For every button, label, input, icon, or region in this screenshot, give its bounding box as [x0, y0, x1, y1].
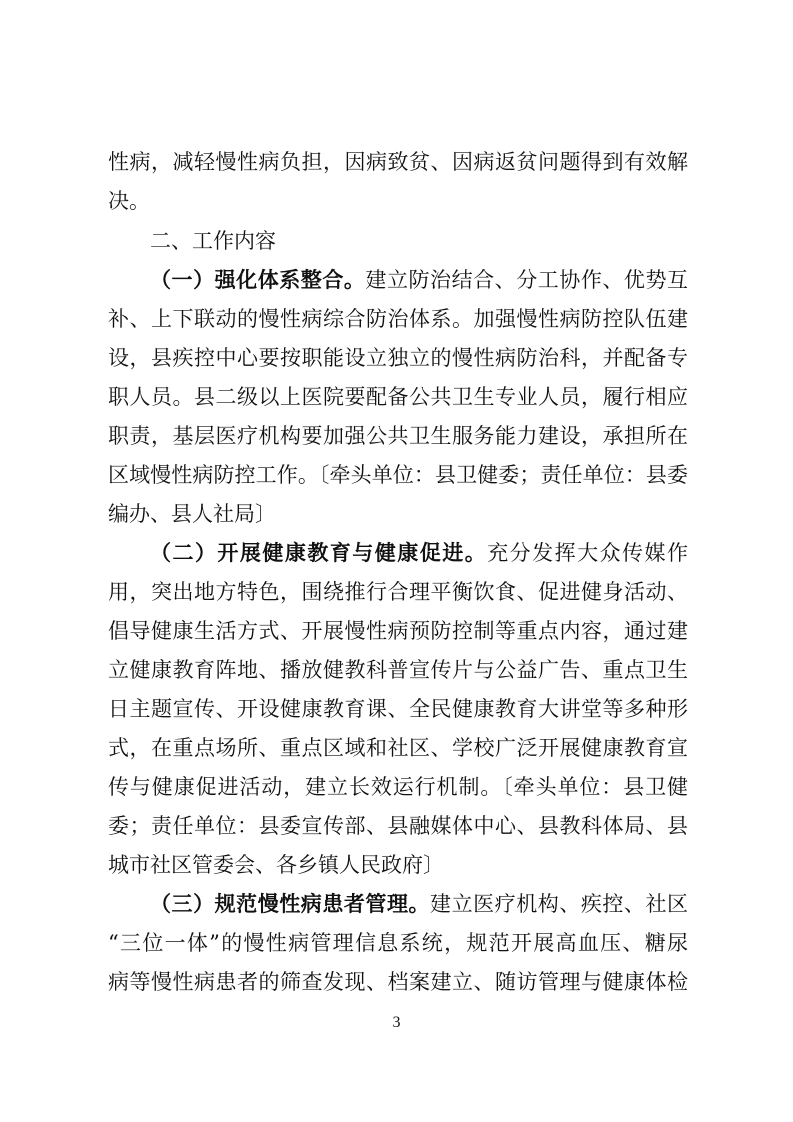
paragraph-text: 建立医疗机构、疾控、社区	[430, 892, 689, 916]
paragraph-line: 职责，基层医疗机构要加强公共卫生服务能力建设，承担所在	[108, 424, 688, 448]
paragraph-line: 设，县疾控中心要按职能设立独立的慢性病防治科，并配备专	[108, 346, 688, 370]
paragraph-line: 日主题宣传、开设健康教育课、全民健康教育大讲堂等多种形	[108, 697, 688, 721]
paragraph-title: （三）规范慢性病患者管理。	[150, 892, 431, 916]
paragraph-line: 编办、县人社局〕	[108, 502, 276, 526]
paragraph-line: 倡导健康生活方式、开展慢性病预防控制等重点内容，通过建	[108, 619, 688, 643]
intro-line: 决。	[108, 189, 150, 213]
paragraph-text: 建立防治结合、分工协作、优势互	[365, 268, 689, 292]
paragraph-title: （一）强化体系整合。	[150, 268, 366, 292]
page-number: 3	[392, 1014, 401, 1031]
paragraph-line: 补、上下联动的慢性病综合防治体系。加强慢性病防控队伍建	[108, 307, 688, 331]
paragraph-line: 城市社区管委会、各乡镇人民政府〕	[108, 853, 444, 877]
paragraph-line: 立健康教育阵地、播放健教科普宣传片与公益广告、重点卫生	[108, 658, 688, 682]
paragraph-line: 传与健康促进活动，建立长效运行机制。〔牵头单位：县卫健	[108, 775, 688, 799]
paragraph-line: 委；责任单位：县委宣传部、县融媒体中心、县教科体局、县	[108, 814, 688, 838]
paragraph-text: 充分发挥大众传媒作	[487, 541, 689, 565]
paragraph-first-line	[150, 533, 688, 573]
paragraph-line: 用，突出地方特色，围绕推行合理平衡饮食、促进健身活动、	[108, 580, 688, 604]
paragraph-line: 式，在重点场所、重点区域和社区、学校广泛开展健康教育宣	[108, 736, 688, 760]
paragraph-first-line	[150, 884, 688, 924]
paragraph-line: “三位一体”的慢性病管理信息系统，规范开展高血压、糖尿	[108, 931, 688, 955]
intro-line: 性病，减轻慢性病负担，因病致贫、因病返贫问题得到有效解	[108, 150, 688, 174]
paragraph-first-line	[150, 260, 688, 300]
paragraph-line: 职人员。县二级以上医院要配备公共卫生专业人员，履行相应	[108, 385, 688, 409]
paragraph-title: （二）开展健康教育与健康促进。	[150, 541, 488, 565]
paragraph-line: 病等慢性病患者的筛查发现、档案建立、随访管理与健康体检	[108, 970, 688, 994]
section-heading: 二、工作内容	[150, 229, 276, 253]
paragraph-line: 区域慢性病防控工作。〔牵头单位：县卫健委；责任单位：县委	[108, 463, 688, 487]
